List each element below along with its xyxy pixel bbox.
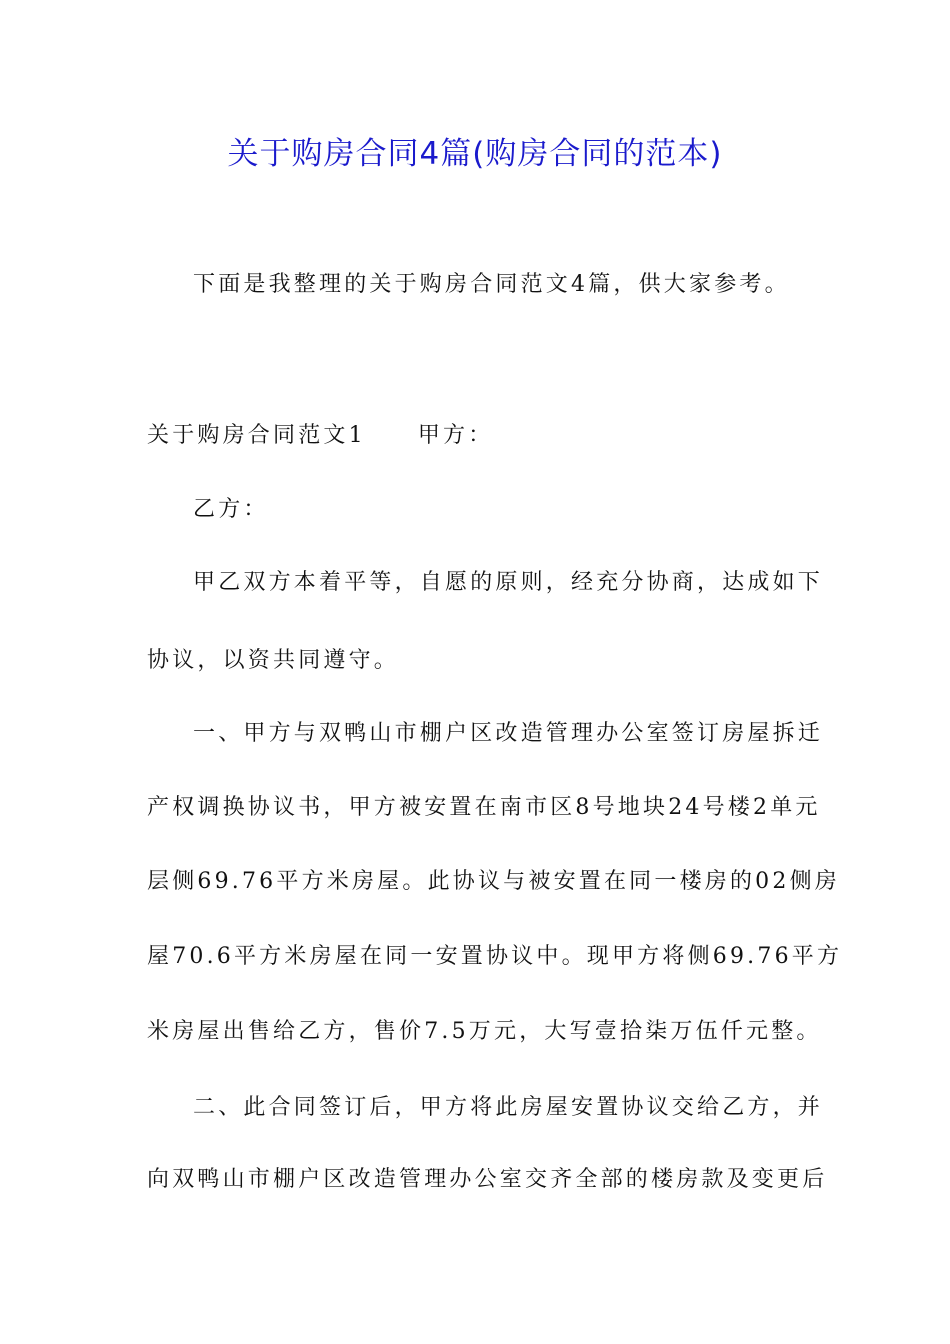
body-line: 甲乙双方本着平等，自愿的原则，经充分协商，达成如下: [193, 570, 824, 595]
party-b-label: 乙方：: [193, 497, 269, 522]
body-line: 层侧69.76平方米房屋。此协议与被安置在同一楼房的02侧房: [147, 869, 840, 894]
body-line: 米房屋出售给乙方，售价7.5万元，大写壹拾柒万伍仟元整。: [147, 1019, 822, 1044]
document-title: 关于购房合同4篇(购房合同的范本): [227, 136, 723, 172]
body-line: 二、此合同签订后，甲方将此房屋安置协议交给乙方，并: [193, 1095, 824, 1120]
section-1-heading-line: [147, 421, 493, 451]
intro-paragraph: 下面是我整理的关于购房合同范文4篇，供大家参考。: [193, 272, 790, 297]
party-a-label: 甲方：: [417, 423, 494, 448]
body-line: 向双鸭山市棚户区改造管理办公室交齐全部的楼房款及变更后: [147, 1167, 828, 1192]
body-line: 屋70.6平方米房屋在同一安置协议中。现甲方将侧69.76平方: [147, 944, 843, 969]
body-line: 产权调换协议书，甲方被安置在南市区8号地块24号楼2单元: [147, 795, 821, 820]
body-line: 一、甲方与双鸭山市棚户区改造管理办公室签订房屋拆迁: [193, 721, 824, 746]
section-1-heading: 关于购房合同范文1: [147, 423, 366, 448]
body-line: 协议，以资共同遵守。: [147, 648, 400, 673]
